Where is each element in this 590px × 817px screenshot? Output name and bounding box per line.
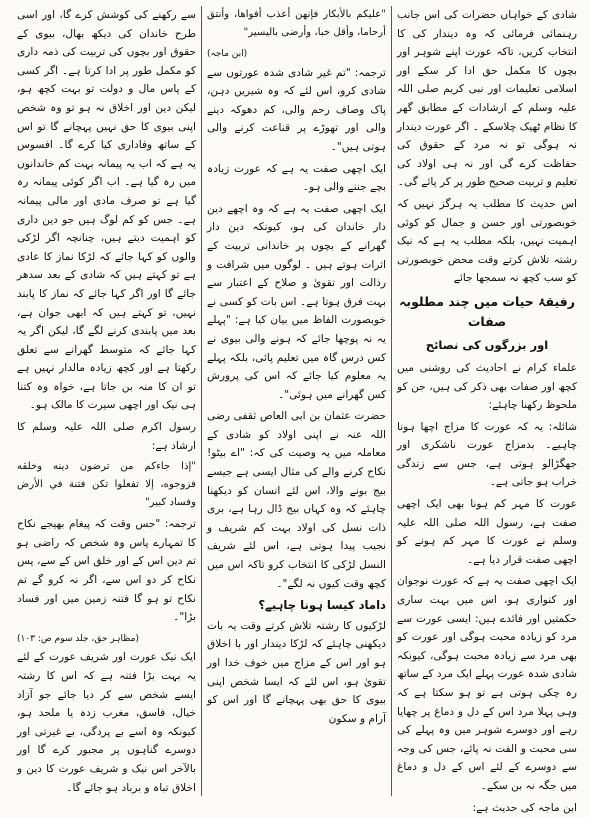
- paragraph: اس حدیث کا مطلب یہ ہرگز نہیں کہ خوبصورتی اور حسن و جمال کو کوئی اہمیت نہیں، بلکہ مطلب یہ ہے کہ نیک رشتہ تلاش کرتے وقت محض خوبصورتی کو سب کچھ نہ سمجھا جائے: [397, 197, 577, 285]
- paragraph: سے رکھنے کی کوشش کرے گا، اور اسی طرح خاندان کی دیکھ بھال، بیوی کے حقوق اور بچوں کی تربیت کی ذمہ داری کو مکمل طور پر ادا کرتا ہے۔ اگر کسی کے پاس مال و دولت تو بہت کچھ ہو، لیکن دین اور اخلاق نہ ہو تو وہ شخص اپنی بیوی کا حق نہیں پہچانے گا تو اس کے ساتھ وفاداری کیا کرے گا۔ افسوس یہ ہے کہ اب یہ پیمانہ بہت کم خاندانوں میں رہ گیا ہے۔ اب اگر کوئی پیمانہ رہ گیا ہے تو صرف مادی اور مالی پیمانہ ہے۔ جس کو کم لوگ ہیں جو دین داری کو اہمیت دیتے ہیں، چنانچہ اگر لڑکی والوں کو کہا جائے کہ لڑکا نماز کا عادی ہے تو کہتے ہیں کہ شادی کے بعد سدھر جائے گا اور اگر کہا جائے کہ نماز کا پابند نہیں، تو کہتے ہیں کہ ابھی جوان ہے، بعد میں پابندی کرنے لگے گا، لیکن اگر یہ کہا جائے کہ متوسط گھرانے سے تعلق رکھتا ہے اور کچھ زیادہ مالدار نہیں ہے تو ان کا منہ بن جاتا ہے، خواہ وہ کتنا ہی نیک اور اچھی سیرت کا مالک ہو۔: [17, 9, 196, 412]
- right-column: [392, 6, 582, 814]
- middle-column: [202, 6, 392, 796]
- paragraph: ترجمہ: "تم غیر شادی شدہ عورتوں سے شادی کرو، اس لئے کہ وہ شیریں دہن، پاک وصاف رحم والی، کم دھوکہ دینے والی اور تھوڑے پر قناعت کرنے والی ہوتی ہیں"۔: [207, 66, 386, 153]
- paragraph: ایک اچھی صفت یہ ہے کہ عورت نوجوان اور کنواری ہو، اس میں بہت ساری حکمتیں اور فائدے ہیں: ایسی عورت سے مرد کو زیادہ محبت ہوگی اور عورت کو بھی مرد سے زیادہ محبت ہوگی، کیونکہ شادی شدہ عورت پہلے ایک مرد کے ساتھ رہ چکی ہوتی ہے تو ہو سکتا ہے کہ وہی پہلا مرد اس کے دل و دماغ پر چھایا رہے اور دوسرے شوہر میں وہ پہلے کی سی محبت و الفت نہ پائے، جس کی وجہ سے دوسرے کے لئے اس کے دل و دماغ میں جگہ نہ بن سکے۔: [397, 575, 577, 792]
- paragraph: لڑکیوں کا رشتہ تلاش کرتے وقت یہ بات دیکھنی چاہئے کہ لڑکا دیندار اور با اخلاق ہو اور اس کے مزاج میں خوف خدا اور تقویٰ ہو، اس لئے کہ ایسا شخص اپنی بیوی کا حق بھی پہچانے گا اور اس کو آرام و سکون: [207, 619, 386, 725]
- section-subheading: اور بزرگوں کی نصائح: [425, 337, 549, 352]
- paragraph: شائلہ: یہ کہ عورت کا مزاج اچھا ہونا چاہیے۔ بدمزاج عورت ناشکری اور جھگڑالو ہوتی ہے، جس سے زندگی خراب ہو جاتی ہے۔: [397, 420, 577, 489]
- paragraph: ترجمہ: "جس وقت کہ پیغام بھیجے نکاح کا تمہارے پاس وہ شخص کہ راضی ہو تم دین اس کے اور خلق اس کے سے، پس نکاح کر دو اس سے، اگر نہ کرو گے تم نکاح تو ہو گا فتنہ زمین میں اور فساد بڑا"۔: [17, 518, 196, 624]
- columns: [8, 6, 582, 814]
- paragraph: عورت کا مہر کم ہونا بھی ایک اچھی صفت ہے، رسول اللہ صلی اللہ علیہ وسلم نے عورت کا مہر کم ہونے کو اچھی صفت قرار دیا ہے۔: [397, 498, 577, 566]
- hadith-arabic: "إذا جاءكم من ترضون دينه وخلقه فزوجوه، إلا تفعلوا تكن فتنة في الأرض وفساد كبير": [17, 461, 196, 509]
- question-heading: داماد کیسا ہونا چاہیے؟: [258, 598, 386, 613]
- section-heading: رفیقۂ حیات میں چند مطلوبہ صفات: [399, 293, 575, 329]
- paragraph: علماء کرام نے احادیث کی روشنی میں کچھ اور صفات بھی ذکر کی ہیں، جن کو ملحوظ رکھنا چاہئے:: [397, 361, 577, 412]
- paragraph: حضرت عثمان بن ابی العاص ثقفی رضی اللہ عنہ نے اپنی اولاد کو شادی کے معاملہ میں یہ وصیت کی کہ: "اے بیٹو! نکاح کرنے والے کی مثال ایسی ہے جیسے بیج بونے والا، اس لئے انسان کو دیکھنا چاہئے کہ وہ کہاں بیج ڈال رہا ہے، بری ذات نسل کی اولاد بہت کم شریف و نجیب پیدا ہوتی ہے، اس لئے شریف النسل لڑکی کا انتخاب کرو تاکہ اس میں کچھ وقت کیوں نہ لگے"۔: [207, 410, 386, 590]
- left-column: [12, 6, 202, 796]
- hadith-reference: (ابن ماجہ): [207, 49, 248, 59]
- book-reference: (مظاہر حق، جلد سوم ص: ۱۰۳): [17, 633, 139, 644]
- paragraph: ایک اچھی صفت یہ ہے کہ عورت زیادہ بچے جننے والی ہو۔: [207, 162, 386, 194]
- paragraph: ایک نیک عورت اور شریف عورت کے لئے یہ بہت بڑا فتنہ ہے کہ اس کا رشتہ ایسے شخص سے کر دیا جائے جو آزاد خیال، فاسق، مغرب زدہ یا ملحد ہو، کیونکہ وہ اسے بے پردگی، بے غیرتی اور دوسرے گناہوں پر مجبور کرے گا اور بالآخر اس نیک و شریف عورت کا دین و اخلاق تباہ و برباد ہو جائے گا۔: [17, 651, 196, 794]
- paragraph: رسول اکرم صلی اللہ علیہ وسلم کا ارشاد ہے:: [17, 421, 196, 452]
- hadith-arabic: "عليكم بالأبكار فإنهن أعذب أفواها، وأنتق أرحاما، وأقل خبا، وأرضى باليسير": [207, 9, 386, 38]
- paragraph: شادی کے خواہاں حضرات کی اس جانب رہنمائی فرمائی کہ وہ دیندار کی کا انتخاب کریں، تاکہ عورت اپنے شوہر اور بچوں کا مکمل حق ادا کر سکے اور اسلامی تعلیمات اور نبی کریم صلی اللہ علیہ وسلم کے ارشادات کے مطابق گھر کا نظام ٹھیک چلاسکے ۔ اگر عورت دیندار نہ ہوگی تو نہ مرد کے حقوق کی حفاظت کرے گی اور نہ ہی اولاد کی تعلیم و تربیت صحیح طور پر کر پائے گی۔: [397, 9, 577, 189]
- paragraph: ایک اچھی صفت یہ ہے کہ وہ اچھے دین دار خاندان کی ہو، کیونکہ دین دار گھرانے کے بچوں پر خاندانی تربیت کے اثرات ہوتے ہیں ۔ لوگوں میں شرافت و رذالت اور تقویٰ و صلاح کے اعتبار سے بہت فرق ہوتا ہے۔ اس بات کو کسی نے خوبصورت الفاظ میں بیان کیا ہے: "پہلے یہ نہ پوچھا جائے کہ ہونے والی بیوی نے کس درس گاہ میں تعلیم پائی، بلکہ پہلے یہ معلوم کیا جائے کہ اس کی پرورش کس گھرانے میں ہوئی"۔: [207, 202, 386, 401]
- paragraph: ابن ماجہ کی حدیث ہے:: [472, 801, 577, 814]
